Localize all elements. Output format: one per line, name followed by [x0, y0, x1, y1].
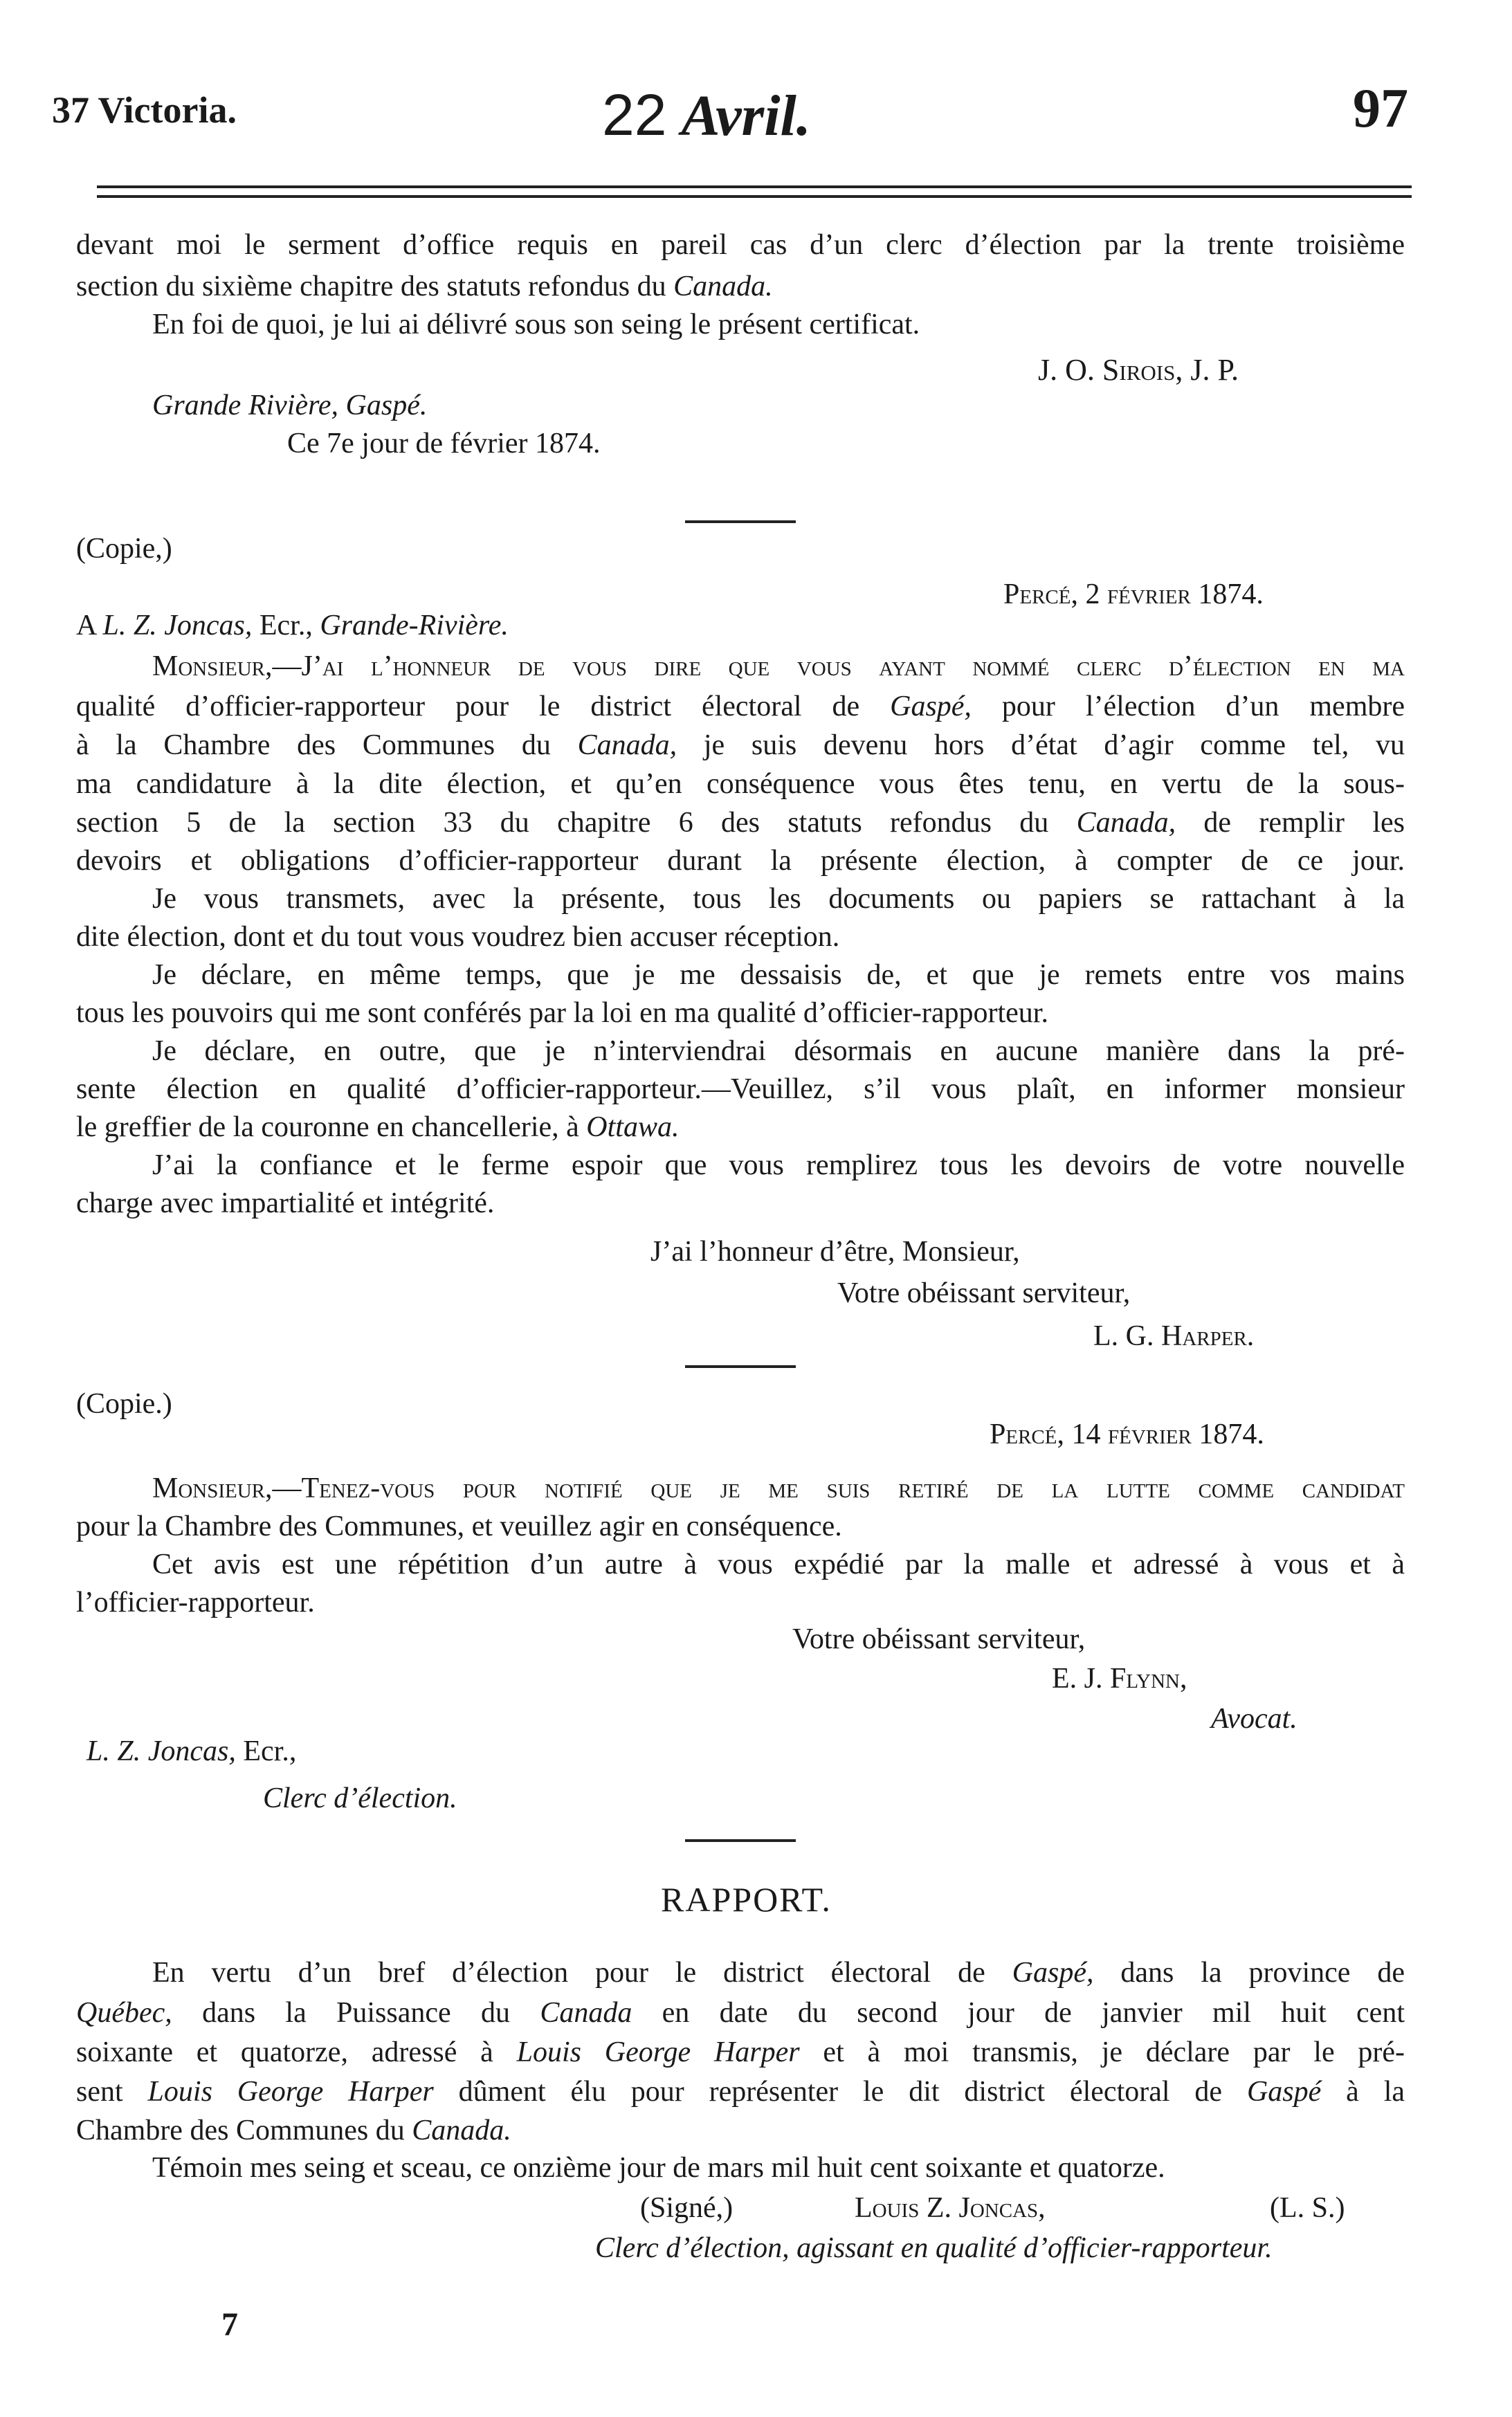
letter2-closing: Votre obéissant serviteur, — [792, 1623, 1086, 1655]
rapport-l1-b: Gaspé, — [1012, 1957, 1094, 1989]
letter2-dateline: Percé, 14 février 1874. — [990, 1419, 1264, 1450]
rapport-l4-a: sent — [76, 2076, 148, 2108]
letter2-signature: E. J. Flynn, — [1052, 1663, 1187, 1695]
p4-l3-a: le greffier de la couronne en chancellerie, à — [76, 1111, 587, 1143]
certificate-line-2 — [76, 272, 773, 301]
letter1-p3-line2: tous les pouvoirs qui me sont conférés par la loi en ma qualité d’officier-rapporteur. — [76, 997, 1048, 1029]
letter2-p2-line1: Cet avis est une répétition d’un autre à vous expédié par la malle et adressé à vous et à — [152, 1549, 1405, 1580]
running-header-left: 37 Victoria. — [52, 89, 237, 131]
letter1-p3-line1: Je déclare, en même temps, que je me dessaisis de, et que je remets entre vos mains — [152, 959, 1405, 991]
letter1-addressee — [76, 611, 509, 640]
letter2-role: Avocat. — [1211, 1703, 1297, 1735]
letter1-p4-line3 — [76, 1113, 679, 1142]
p1-l2-c: pour l’élection d’un membre — [971, 691, 1405, 722]
letter1-signature: L. G. Harper. — [1093, 1320, 1255, 1352]
certificate-line-2-em: Canada. — [673, 271, 773, 302]
letter1-closing-1: J’ai l’honneur d’être, Monsieur, — [650, 1236, 1020, 1268]
letter1-p1-line1: Monsieur,—J’ai l’honneur de vous dire que vous ayant nommé clerc d’élection en ma — [152, 650, 1405, 682]
rapport-l2-d: en date du second jour de janvier mil huit cent — [632, 1997, 1405, 2029]
letter2-p1-line2: pour la Chambre des Communes, et veuillez agir en conséquence. — [76, 1511, 842, 1542]
section-separator-2 — [685, 1365, 796, 1368]
header-rule-top — [97, 185, 1412, 188]
rapport-l4-c: dûment élu pour représenter le dit district électoral de — [433, 2076, 1247, 2108]
p1-l5-a: section 5 de la section 33 du chapitre 6 des statuts refondus du — [76, 807, 1077, 839]
certificate-line-1: devant moi le serment d’office requis en pareil cas d’un clerc d’élection par la trente troisième — [76, 229, 1405, 261]
letter2-p2-line2: l’officier-rapporteur. — [76, 1587, 315, 1618]
rapport-signer-role: Clerc d’élection, agissant en qualité d’officier-rapporteur. — [595, 2232, 1273, 2264]
rapport-l2-c: Canada — [540, 1997, 632, 2029]
rapport-l1-c: dans la province de — [1093, 1957, 1405, 1989]
certificate-date: Ce 7e jour de février 1874. — [287, 428, 601, 459]
letter1-p4-line2: sente élection en qualité d’officier-rapporteur.—Veuillez, s’il vous plaît, en informer monsieur — [76, 1073, 1405, 1105]
rapport-seal: (L. S.) — [1270, 2192, 1345, 2224]
letter1-p2-line2: dite élection, dont et du tout vous voudrez bien accuser réception. — [76, 921, 840, 953]
page-number: 97 — [1353, 78, 1408, 139]
addressee-prefix: A — [76, 610, 103, 641]
letter2-addressee-title: Ecr., — [235, 1735, 297, 1767]
letter2-addressee-role: Clerc d’élection. — [263, 1782, 457, 1814]
p4-l3-b: Ottawa. — [586, 1111, 680, 1143]
letter1-dateline: Percé, 2 février 1874. — [1003, 578, 1264, 610]
rapport-l4-d: Gaspé — [1246, 2076, 1322, 2108]
letter1-p5-line2: charge avec impartialité et intégrité. — [76, 1187, 495, 1219]
letter1-p5-line1: J’ai la confiance et le ferme espoir que vous remplirez tous les devoirs de votre nouvelle — [152, 1149, 1405, 1181]
letter1-p2-line1: Je vous transmets, avec la présente, tous les documents ou papiers se rattachant à la — [152, 883, 1405, 915]
rapport-signer: Louis Z. Joncas, — [855, 2192, 1046, 2224]
letter1-p1-line3 — [76, 731, 1405, 760]
letter2-copie: (Copie.) — [76, 1388, 172, 1420]
section-separator-1 — [685, 520, 796, 523]
certificate-signature: J. O. Sirois, J. P. — [1038, 353, 1239, 387]
p1-l2-a: qualité d’officier-rapporteur pour le district électoral de — [76, 691, 891, 722]
rapport-line-5 — [76, 2116, 511, 2145]
p1-l5-c: de remplir les — [1176, 807, 1405, 839]
letter2-addressee — [86, 1737, 296, 1766]
certificate-line-2-text: section du sixième chapitre des statuts refondus du — [76, 271, 674, 302]
section-separator-3 — [685, 1839, 796, 1842]
letter2-p1-line1: Monsieur,—Tenez-vous pour notifié que je me suis retiré de la lutte comme candidat — [152, 1472, 1405, 1504]
letter1-p1-line6: devoirs et obligations d’officier-rapporteur durant la présente élection, à compter de ce jour. — [76, 845, 1405, 877]
rapport-signe: (Signé,) — [640, 2192, 734, 2224]
rapport-l4-b: Louis George Harper — [147, 2076, 434, 2108]
letter1-closing-2: Votre obéissant serviteur, — [837, 1277, 1131, 1309]
rapport-l4-e: à la — [1321, 2076, 1405, 2108]
rapport-l3-b: Louis George Harper — [516, 2036, 800, 2068]
rapport-line-3 — [76, 2038, 1405, 2067]
addressee-place: Grande-Rivière. — [320, 610, 509, 641]
signature-mark: 7 — [221, 2306, 238, 2343]
rapport-temoin: Témoin mes seing et sceau, ce onzième jour de mars mil huit cent soixante et quatorze. — [152, 2152, 1165, 2184]
running-header-date — [602, 82, 811, 149]
rapport-l3-a: soixante et quatorze, adressé à — [76, 2036, 517, 2068]
rapport-title: RAPPORT. — [661, 1880, 832, 1919]
letter1-p1-line2 — [76, 692, 1405, 721]
addressee-name: L. Z. Joncas, — [102, 610, 253, 641]
rapport-l3-c: et à moi transmis, je déclare par le pré- — [799, 2036, 1405, 2068]
letter1-copie: (Copie,) — [76, 533, 172, 565]
header-rule-bottom — [97, 195, 1412, 198]
rapport-l2-a: Québec, — [76, 1997, 172, 2029]
p1-l3-b: Canada, — [577, 729, 677, 761]
addressee-title: Ecr., — [252, 610, 320, 641]
header-month: Avril. — [681, 84, 811, 148]
letter1-p1-line5 — [76, 808, 1405, 837]
rapport-line-1 — [152, 1958, 1405, 1987]
rapport-line-2 — [76, 1998, 1405, 2027]
rapport-line-4 — [76, 2077, 1405, 2106]
p1-l3-a: à la Chambre des Communes du — [76, 729, 578, 761]
header-day: 22 — [602, 82, 667, 147]
rapport-l5-b: Canada. — [412, 2115, 511, 2146]
letter2-addressee-name: L. Z. Joncas, — [86, 1735, 236, 1767]
letter1-p4-line1: Je déclare, en outre, que je n’interviendrai désormais en aucune manière dans la pré- — [152, 1035, 1405, 1067]
p1-l5-b: Canada, — [1076, 807, 1176, 839]
p1-l2-b: Gaspé, — [890, 691, 972, 722]
p1-l3-c: je suis devenu hors d’état d’agir comme tel, vu — [677, 729, 1405, 761]
certificate-line-3: En foi de quoi, je lui ai délivré sous son seing le présent certificat. — [152, 309, 920, 340]
letter1-p1-line4: ma candidature à la dite élection, et qu’en conséquence vous êtes tenu, en vertu de la sous- — [76, 768, 1405, 800]
rapport-l5-a: Chambre des Communes du — [76, 2115, 412, 2146]
rapport-l1-a: En vertu d’un bref d’élection pour le district électoral de — [152, 1957, 1012, 1989]
certificate-place: Grande Rivière, Gaspé. — [152, 390, 428, 421]
rapport-l2-b: dans la Puissance du — [172, 1997, 540, 2029]
